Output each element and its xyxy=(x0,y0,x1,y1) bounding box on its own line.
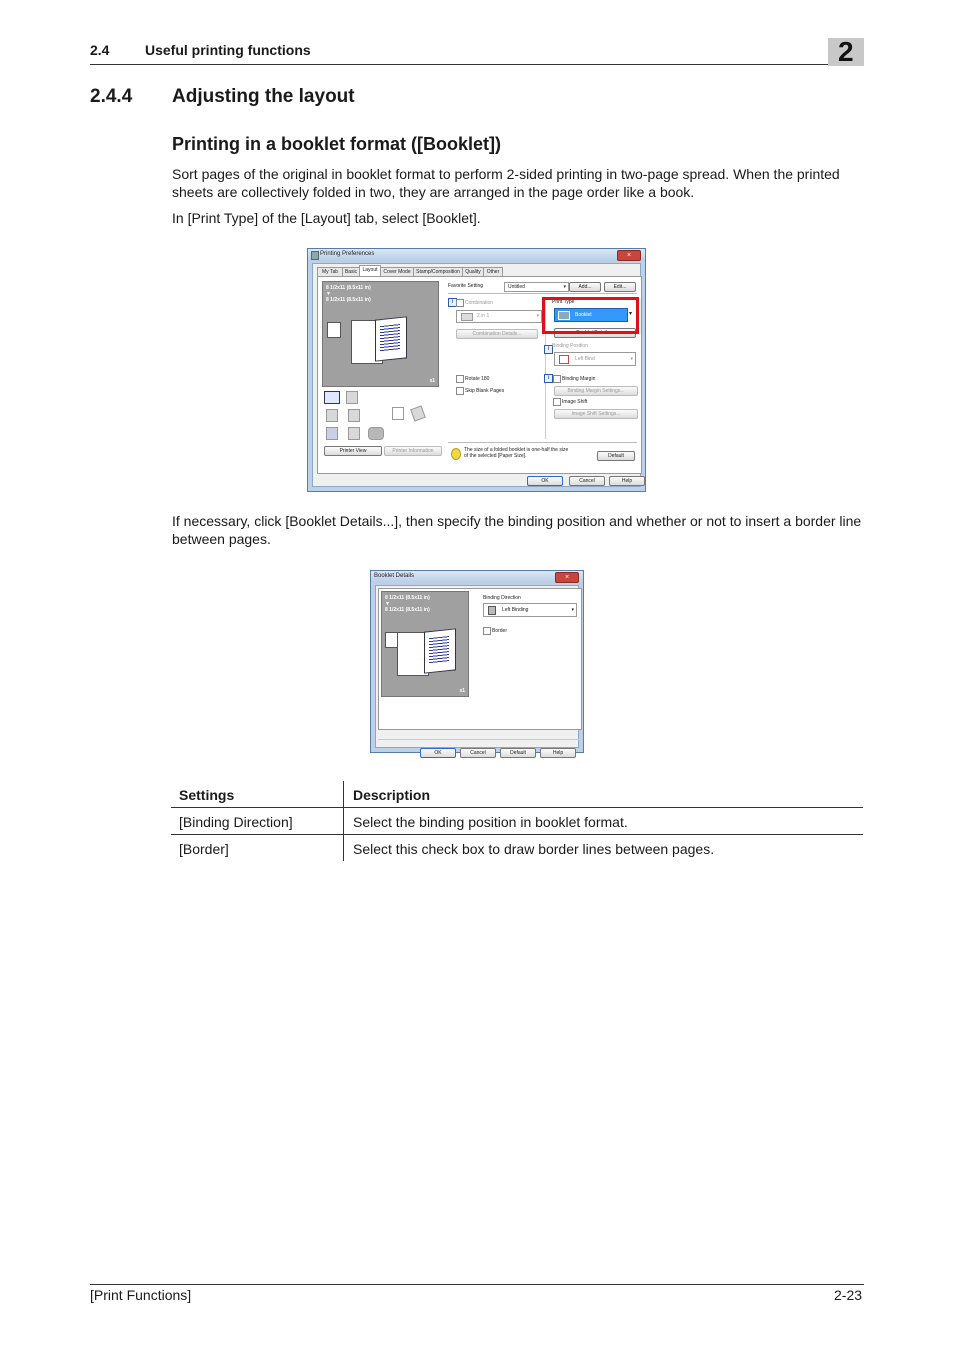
header-rule xyxy=(90,64,864,65)
printing-preferences-window xyxy=(307,248,646,492)
divider xyxy=(448,293,637,294)
table-cell-description: Select this check box to draw border lines between pages. xyxy=(353,841,715,857)
preview-copies: x1 xyxy=(459,688,465,694)
binding-margin-label: Binding Margin xyxy=(562,376,596,382)
favorite-setting-value: Untitled xyxy=(508,284,525,290)
preview-paper-size: 8 1/2x11 (8.5x11 in) xyxy=(326,297,371,303)
ok-button[interactable]: OK xyxy=(527,476,563,486)
printer-information-button[interactable]: Printer Information xyxy=(384,446,442,456)
table-row xyxy=(171,835,863,861)
booklet-layout-icon xyxy=(324,391,340,404)
bind-icon xyxy=(326,427,338,440)
cancel-button[interactable]: Cancel xyxy=(569,476,605,486)
default-button[interactable]: Default xyxy=(597,451,635,461)
step1-paragraph: In [Print Type] of the [Layout] tab, select [Booklet]. xyxy=(172,210,481,226)
hint-text-line2: of the selected [Paper Size]. xyxy=(464,453,527,459)
combination-details-button[interactable]: Combination Details... xyxy=(456,329,538,339)
divider xyxy=(448,442,637,443)
combination-checkbox[interactable] xyxy=(456,299,464,307)
table-header-description: Description xyxy=(353,787,431,803)
tab-other[interactable]: Other xyxy=(483,267,503,278)
info-icon: i xyxy=(544,374,553,383)
help-button[interactable]: Help xyxy=(540,748,576,758)
subsection-title: Printing in a booklet format ([Booklet]) xyxy=(172,134,501,154)
binding-position-value: Left Bind xyxy=(575,356,595,362)
border-label: Border xyxy=(492,628,508,634)
table-cell-setting: [Border] xyxy=(179,841,229,857)
booklet-details-button[interactable]: Booklet Details... xyxy=(554,328,636,338)
combination-label: Combination xyxy=(465,300,494,306)
help-button[interactable]: Help xyxy=(609,476,645,486)
left-binding-icon xyxy=(488,606,496,615)
footer-page-number: 2-23 xyxy=(834,1287,863,1303)
skip-blank-pages-label: Skip Blank Pages xyxy=(465,388,505,394)
favorite-setting-select[interactable] xyxy=(504,282,569,292)
image-shift-label: Image Shift xyxy=(562,399,588,405)
highlight-print-type xyxy=(542,297,639,334)
chevron-down-icon: ▾ xyxy=(630,356,633,362)
preview-area xyxy=(381,591,469,697)
window-titlebar xyxy=(308,249,645,261)
chevron-down-icon: ▾ xyxy=(571,607,574,613)
preview-original-size: 8 1/2x11 (8.5x11 in) xyxy=(385,595,430,601)
add-button[interactable]: Add... xyxy=(569,282,601,292)
binding-direction-value: Left Binding xyxy=(502,607,529,613)
staple-icon xyxy=(348,409,360,422)
binding-direction-select[interactable] xyxy=(483,603,577,617)
stack-icon xyxy=(326,409,338,422)
left-bind-icon xyxy=(559,355,569,364)
settings-table xyxy=(171,781,863,861)
binding-direction-label: Binding Direction xyxy=(483,595,521,601)
preview-original-size: 8 1/2x11 (8.5x11 in) xyxy=(326,285,371,291)
printer-view-button[interactable]: Printer View xyxy=(324,446,382,456)
divider xyxy=(378,739,580,740)
chevron-down-icon: ▾ xyxy=(629,311,633,317)
preview-arrow: ▼ xyxy=(326,291,331,297)
window-titlebar xyxy=(371,571,583,583)
info-icon: i xyxy=(448,298,457,307)
rotate-180-checkbox[interactable] xyxy=(456,375,464,383)
preview-copies: x1 xyxy=(429,378,435,384)
ok-button[interactable]: OK xyxy=(420,748,456,758)
table-header-settings: Settings xyxy=(179,787,235,803)
preview-page-right xyxy=(424,628,456,673)
preview-arrow: ▼ xyxy=(385,601,390,607)
section-heading xyxy=(90,86,355,108)
printer-icon xyxy=(311,251,319,260)
combination-value: 2 in 1 xyxy=(477,313,490,319)
chevron-down-icon: ▾ xyxy=(536,313,539,319)
footer-chapter-name: [Print Functions] xyxy=(90,1287,192,1303)
binding-position-select[interactable] xyxy=(554,352,636,366)
edit-button[interactable]: Edit... xyxy=(604,282,636,292)
hint-text-line1: The size of a folded booklet is one-half the size xyxy=(464,447,569,453)
default-button[interactable]: Default xyxy=(500,748,536,758)
tab-my-tab[interactable]: My Tab xyxy=(317,267,343,278)
two-in-one-icon xyxy=(461,313,473,321)
section-number: 2.4.4 xyxy=(90,86,133,107)
page-icon xyxy=(346,391,358,404)
window-body xyxy=(375,585,579,756)
binding-position-label: Binding Position xyxy=(552,343,588,349)
preview-area xyxy=(322,281,439,387)
lightbulb-icon xyxy=(451,448,461,460)
image-shift-settings-button[interactable]: Image Shift Settings... xyxy=(554,409,638,419)
image-shift-checkbox[interactable] xyxy=(553,398,561,406)
combination-select[interactable] xyxy=(456,310,542,323)
chapter-number: 2 xyxy=(838,36,854,67)
border-checkbox[interactable] xyxy=(483,627,491,635)
section-title: Adjusting the layout xyxy=(172,86,355,107)
info-icon: i xyxy=(544,345,553,354)
window-title: Printing Preferences xyxy=(320,251,375,257)
table-row xyxy=(171,808,863,835)
step2-paragraph: If necessary, click [Booklet Details...], then specify the binding position and whether or not to insert a border line between pages. xyxy=(172,513,862,547)
binding-margin-settings-button[interactable]: Binding Margin Settings... xyxy=(554,386,638,396)
skip-blank-pages-checkbox[interactable] xyxy=(456,387,464,395)
cancel-button[interactable]: Cancel xyxy=(460,748,496,758)
close-icon[interactable]: × xyxy=(617,250,641,261)
table-header-row xyxy=(171,781,863,808)
finisher-icon xyxy=(368,427,384,440)
fan-pages-icon xyxy=(410,405,426,421)
rotate-180-label: Rotate 180 xyxy=(465,376,490,382)
favorite-setting-label: Favorite Setting xyxy=(448,283,484,289)
chevron-down-icon: ▾ xyxy=(563,284,566,290)
header-section-number: 2.4 xyxy=(90,42,110,58)
preview-page-right xyxy=(375,316,407,361)
preview-paper-size: 8 1/2x11 (8.5x11 in) xyxy=(385,607,430,613)
print-type-label: Print Type xyxy=(552,299,575,305)
close-icon[interactable]: × xyxy=(555,572,579,583)
binding-margin-checkbox[interactable] xyxy=(553,375,561,383)
tab-cover-mode[interactable]: Cover Mode xyxy=(380,267,414,278)
table-cell-setting: [Binding Direction] xyxy=(179,814,293,830)
table-cell-description: Select the binding position in booklet format. xyxy=(353,814,628,830)
tab-layout[interactable]: Layout xyxy=(359,265,381,278)
tab-basic[interactable]: Basic xyxy=(342,267,360,278)
booklet-details-window xyxy=(370,570,584,756)
header-section-title: Useful printing functions xyxy=(145,42,311,58)
intro-paragraph: Sort pages of the original in booklet format to perform 2-sided printing in two-page spread. When the printed sheets are collectively folded in two, they are arranged in the page order like a book. xyxy=(172,166,840,200)
tab-quality[interactable]: Quality xyxy=(462,267,484,278)
details-panel xyxy=(378,588,582,730)
document-icon xyxy=(392,407,404,420)
fold-icon xyxy=(348,427,360,440)
footer-rule xyxy=(90,1284,864,1285)
tab-stamp-composition[interactable]: Stamp/Composition xyxy=(413,267,463,278)
window-title: Booklet Details xyxy=(374,573,415,579)
print-type-value: Booklet xyxy=(575,312,592,318)
booklet-mini-icon xyxy=(327,322,341,338)
